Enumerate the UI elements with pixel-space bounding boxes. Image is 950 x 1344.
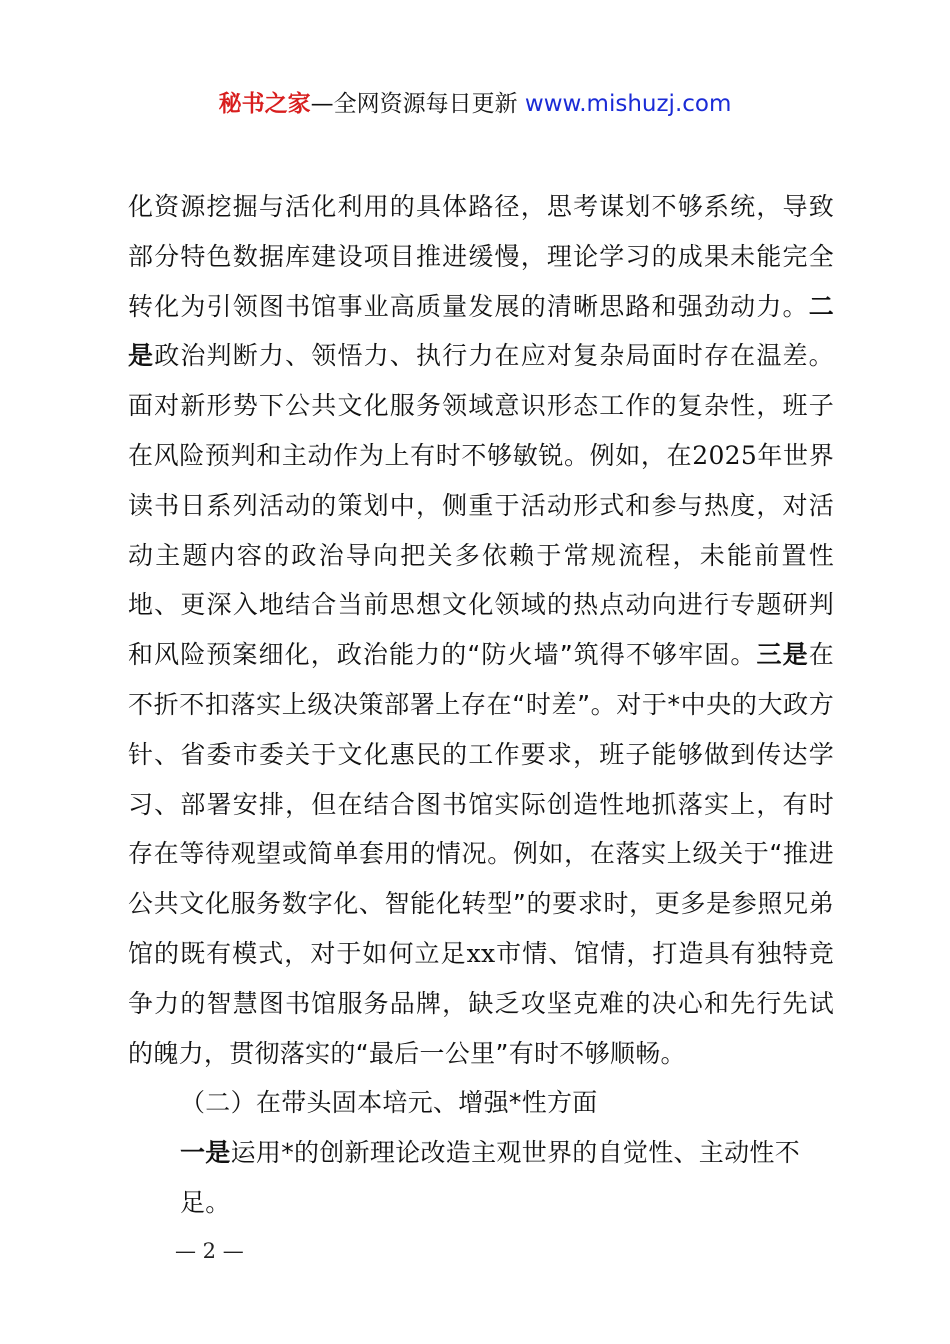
section-heading: （二）在带头固本培元、增强*性方面 bbox=[180, 1088, 598, 1118]
paragraph-text: 在不折不扣落实上级决策部署上存在“时差”。对于*中央的大政方针、省委市委关于文化惠民的工作要求，班子能够做到传达学习、部署安排，但在结合图书馆实际创造性地抓落实上，有时存在等待观望或简单套用的情况。例如，在落实上级关于“推进公共文化服务数字化、智能化转型”的要求时，更多是参照兄弟馆的既有模式，对于如何立足 bbox=[128, 640, 835, 968]
page-number: — 2 — bbox=[175, 1239, 244, 1263]
bold-lead-one: 一是 bbox=[180, 1138, 231, 1168]
brand-name: 秘书之家 bbox=[218, 91, 311, 117]
paragraph-text: 市情、馆情，打造具有独特竞争力的智慧图书馆服务品牌，缺乏攻坚克难的决心和先行先试的魄力，贯彻落实的“最后一公里”有时不够顺畅。 bbox=[128, 938, 834, 1068]
paragraph-text: 政治判断力、领悟力、执行力在应对复杂局面时存在温差。面对新形势下公共文化服务领域意识形态工作的复杂性，班子在风险预判和主动作为上有时不够敏锐。例如，在 bbox=[128, 341, 834, 470]
header-url-link[interactable]: www.mishuzj.com bbox=[524, 91, 732, 117]
year-number: 2025 bbox=[692, 440, 758, 470]
paragraph-text: 年世界读书日系列活动的策划中，侧重于活动形式和参与热度，对活动主题内容的政治导向把关多依赖于常规流程，未能前置性地、更深入地结合当前思想文化领域的热点动向进行专题研判和风险预案细化，政治能力的“防火墙”筑得不够牢固。 bbox=[128, 440, 835, 670]
paragraph-text: 化资源挖掘与活化利用的具体路径，思考谋划不够系统，导致部分特色数据库建设项目推进缓慢，理论学习的成果未能完全转化为引领图书馆事业高质量发展的清晰思路和强劲动力。 bbox=[128, 192, 834, 321]
body-paragraph-2 bbox=[128, 1128, 840, 1228]
document-body bbox=[128, 182, 840, 1228]
page-header bbox=[0, 86, 950, 122]
body-paragraph bbox=[128, 182, 840, 1078]
paragraph-text: 运用*的创新理论改造主观世界的自觉性、主动性不足。 bbox=[180, 1138, 801, 1217]
bold-lead-two: 二是 bbox=[128, 291, 834, 371]
header-slogan: —全网资源每日更新 bbox=[310, 91, 525, 117]
placeholder-xx: xx bbox=[466, 938, 496, 968]
bold-lead-three: 三是 bbox=[756, 640, 809, 670]
